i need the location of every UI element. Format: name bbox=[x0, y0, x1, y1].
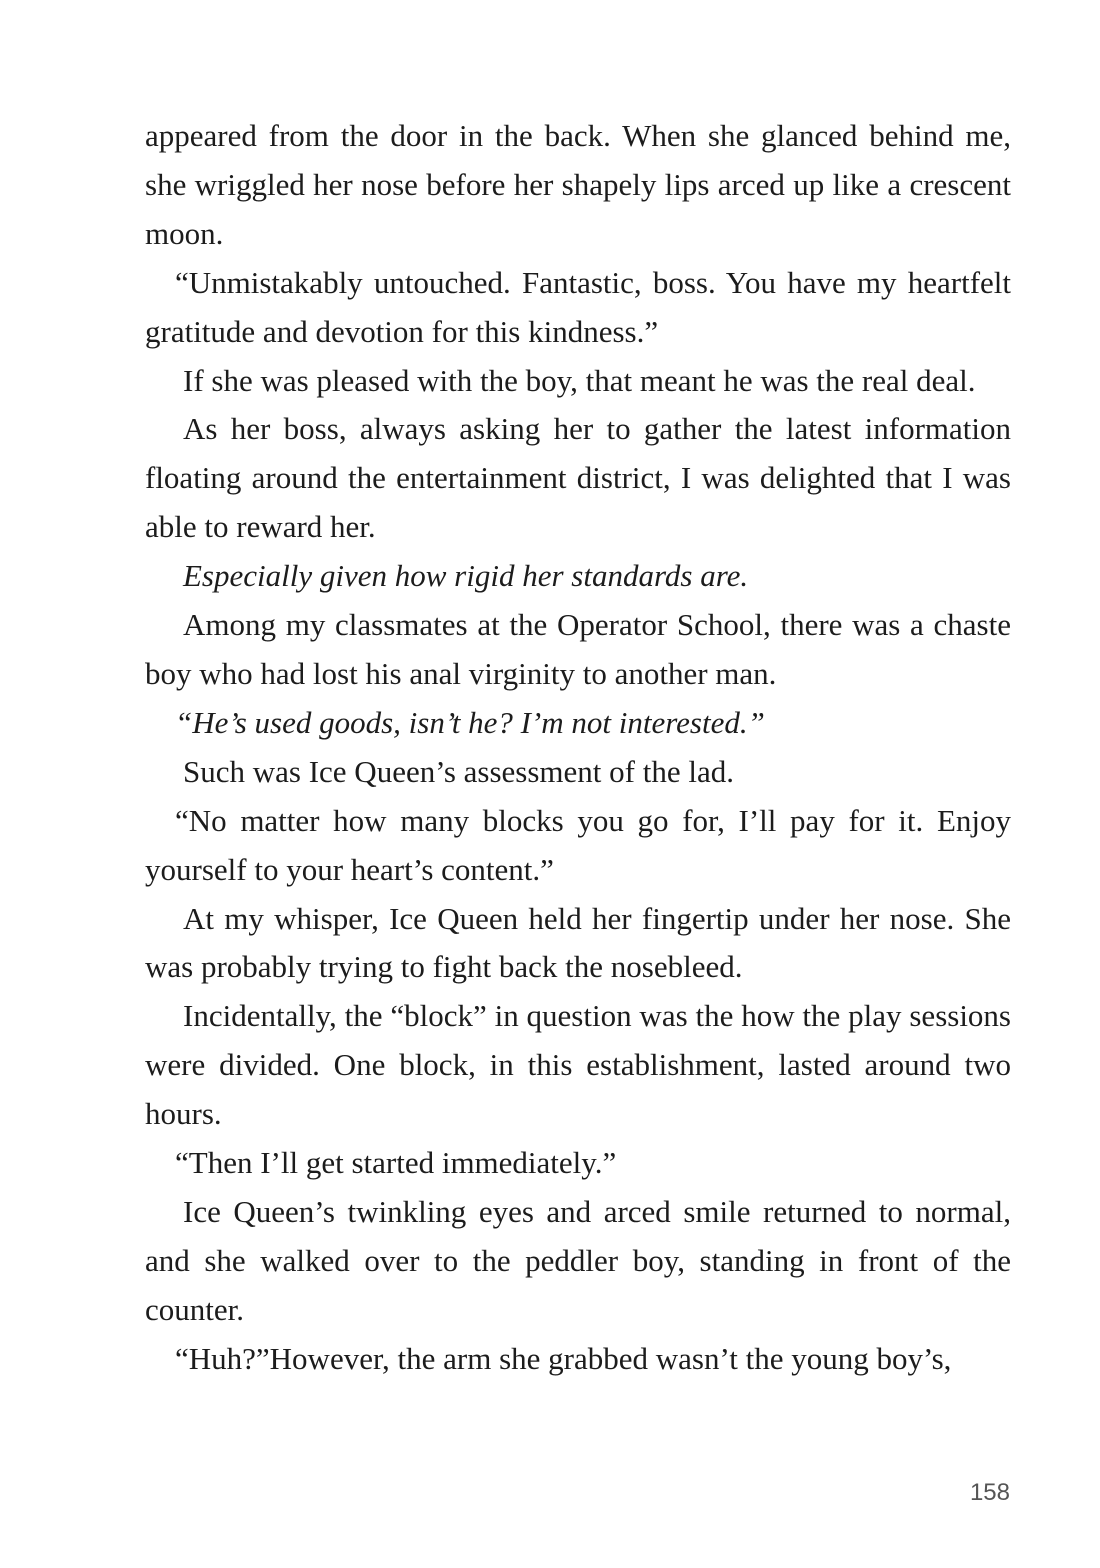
paragraph-1: appeared from the door in the back. When she glanced behind me, she wriggled her nose before her shapely lips arced up like a crescent moon. bbox=[145, 118, 1011, 251]
paragraph-4: As her boss, always asking her to gather the latest information floating around the entertainment district, I was delighted that I was able to reward her. bbox=[145, 411, 1011, 545]
page-number: 158 bbox=[969, 1479, 1010, 1506]
paragraph-3: If she was pleased with the boy, that meant he was the real deal. bbox=[183, 362, 976, 398]
paragraph-12: “Then I’ll get started immediately.” bbox=[175, 1145, 617, 1181]
paragraph-11: Incidentally, the “block” in question was the how the play sessions were divided. One block, in this establishment, lasted around two hours. bbox=[145, 998, 1011, 1132]
paragraph-5-italic-thought: Especially given how rigid her standards are. bbox=[183, 558, 749, 594]
body-text bbox=[145, 112, 1011, 1384]
paragraph-6: Among my classmates at the Operator School, there was a chaste boy who had lost his anal virginity to another man. bbox=[145, 607, 1011, 691]
paragraph-7-italic-quote: “He’s used goods, isn’t he? I’m not interested.” bbox=[175, 704, 765, 740]
paragraph-13: Ice Queen’s twinkling eyes and arced smile returned to normal, and she walked over to the peddler boy, standing in front of the counter. bbox=[145, 1193, 1011, 1327]
paragraph-2: “Unmistakably untouched. Fantastic, boss. You have my heartfelt gratitude and devotion for this kindness.” bbox=[145, 264, 1011, 349]
paragraph-14: “Huh?”However, the arm she grabbed wasn’t the young boy’s, bbox=[175, 1340, 952, 1376]
paragraph-10: At my whisper, Ice Queen held her fingertip under her nose. She was probably trying to fight back the nosebleed. bbox=[145, 900, 1011, 985]
paragraph-8: Such was Ice Queen’s assessment of the lad. bbox=[183, 753, 734, 789]
paragraph-9: “No matter how many blocks you go for, I’ll pay for it. Enjoy yourself to your heart’s content.” bbox=[145, 802, 1011, 887]
